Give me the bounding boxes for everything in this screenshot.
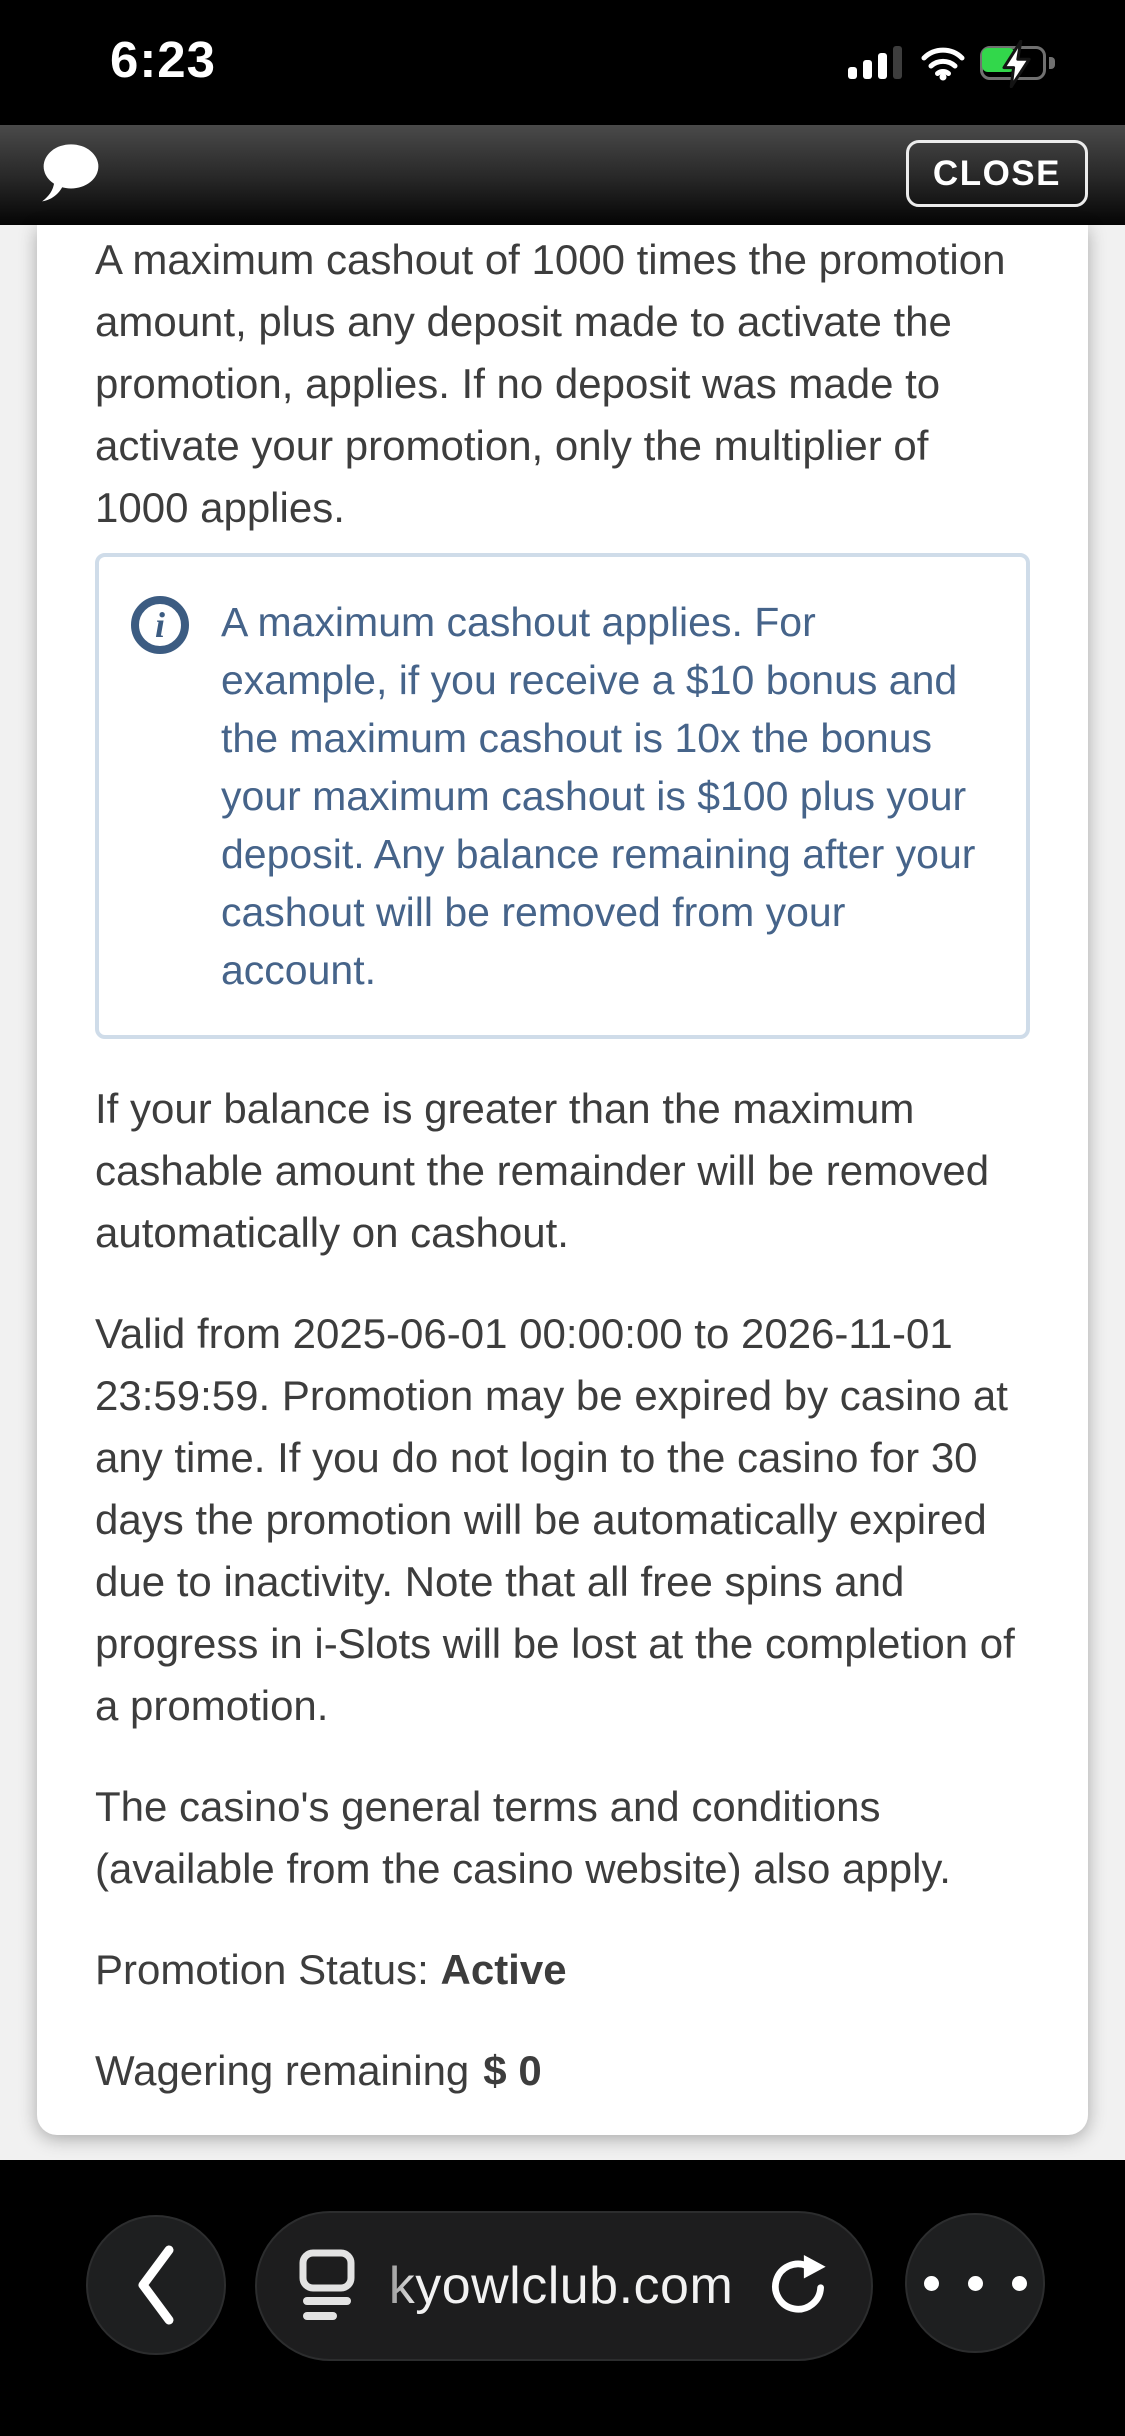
- reader-icon: [299, 2249, 355, 2323]
- terms-paragraph-validity: Valid from 2025-06-01 00:00:00 to 2026-11-01 23:59:59. Promotion may be expired by casino at any time. If you do not login to the casino for 30 days the promotion will be automatically expired due to inactivity. Note that all free spins and progress in i-Slots will be lost at the completion of a promotion.: [95, 1310, 1015, 1729]
- wagering-value: $ 0: [483, 2047, 542, 2094]
- chat-bubble-icon[interactable]: [33, 136, 109, 212]
- page-background: [0, 225, 1125, 2160]
- wagering-line: [95, 2040, 1030, 2102]
- info-note-text: A maximum cashout applies. For example, if you receive a $10 bonus and the maximum cashout is 10x the bonus your maximum cashout is $100 plus your deposit. Any balance remaining after your cashout will be removed from your account.: [221, 599, 976, 993]
- refresh-icon[interactable]: [767, 2252, 829, 2320]
- battery-charging-icon: [980, 46, 1058, 80]
- terms-card: [37, 225, 1088, 2135]
- url-bar[interactable]: [255, 2211, 873, 2361]
- charging-bolt-icon: [996, 40, 1036, 88]
- wifi-icon: [918, 44, 968, 86]
- promotion-status-label: Promotion Status:: [95, 1946, 429, 1993]
- more-button[interactable]: [905, 2213, 1045, 2353]
- status-time: 6:23: [109, 31, 217, 88]
- promotion-status-line: [95, 1939, 1030, 2001]
- browser-header: [0, 125, 1125, 225]
- back-chevron-icon: [133, 2243, 179, 2327]
- cellular-signal-icon: [848, 46, 906, 79]
- terms-paragraph-max-cashout: A maximum cashout of 1000 times the promotion amount, plus any deposit made to activate the promotion, applies. If no deposit was made to activate your promotion, only the multiplier of 1000 applies.: [95, 236, 1006, 531]
- info-circle-icon: i: [131, 596, 189, 654]
- wagering-label: Wagering remaining: [95, 2047, 470, 2094]
- ellipsis-icon: [924, 2276, 1027, 2291]
- promotion-status-value: Active: [440, 1946, 567, 1993]
- url-text: kyowlclub.com: [355, 2256, 767, 2316]
- status-bar: [0, 0, 1125, 125]
- terms-paragraph-general: The casino's general terms and conditions (available from the casino website) also apply.: [95, 1783, 951, 1892]
- browser-toolbar: [0, 2160, 1125, 2436]
- close-button[interactable]: CLOSE: [906, 140, 1088, 207]
- info-callout: [95, 553, 1030, 1039]
- back-button[interactable]: [86, 2215, 226, 2355]
- terms-paragraph-balance: If your balance is greater than the maximum cashable amount the remainder will be removed automatically on cashout.: [95, 1085, 990, 1256]
